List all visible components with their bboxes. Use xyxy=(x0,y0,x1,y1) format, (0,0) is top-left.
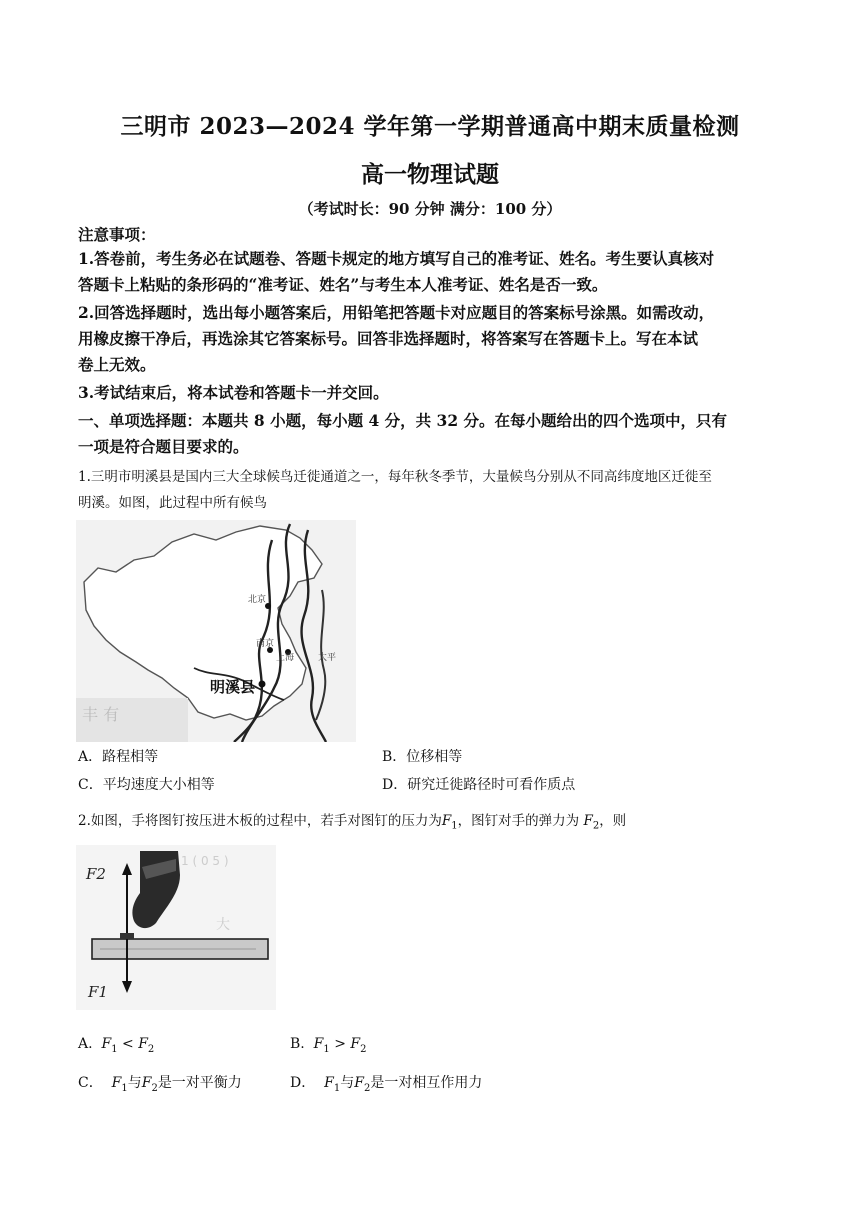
q2-option-b-f2: F xyxy=(350,1036,361,1052)
q2-option-c-text: 是一对平衡力 xyxy=(157,1075,242,1091)
q2-option-b-sub1: 1 xyxy=(323,1043,330,1055)
q2-option-a-sub1: 1 xyxy=(111,1043,118,1055)
q2-option-d[interactable] xyxy=(290,1072,482,1094)
q1-map-figure xyxy=(76,520,356,742)
pushpin-illustration xyxy=(76,845,276,1010)
svg-text:丰 有: 丰 有 xyxy=(82,705,120,724)
notice-line: 卷上无效。 xyxy=(78,355,156,374)
q2-option-c-f1: F xyxy=(111,1075,122,1091)
q2-option-a-sub2: 2 xyxy=(147,1043,155,1055)
q2-option-a-label: A. xyxy=(78,1036,93,1052)
q2-option-d-sub1: 1 xyxy=(333,1082,341,1094)
map-label-nanjing: 南京 xyxy=(256,639,275,649)
map-label-taiwan: 太平 xyxy=(318,653,337,663)
exam-subtitle: 高一物理试题 xyxy=(361,161,499,188)
q2-option-a-f2: F xyxy=(138,1036,148,1052)
q2-option-b-sub2: 2 xyxy=(360,1043,367,1055)
q2-subscript-2: 2 xyxy=(592,820,600,832)
notice-line: 答题卡上粘贴的条形码的“准考证、姓名”与考生本人准考证、姓名是否一致。 xyxy=(78,275,608,294)
q2-option-c[interactable] xyxy=(78,1072,242,1094)
map-label-county: 明溪县 xyxy=(210,678,256,696)
q2-option-d-and: 与 xyxy=(340,1075,355,1091)
q2-option-d-f1: F xyxy=(324,1075,334,1091)
svg-text:大: 大 xyxy=(216,917,230,933)
map-label-beijing: 北京 xyxy=(248,595,267,605)
svg-text:1 ( 0 5 ): 1 ( 0 5 ) xyxy=(181,854,229,868)
q2-option-c-sub2: 2 xyxy=(151,1082,158,1094)
q1-option-d[interactable]: D．研究迁徙路径时可看作质点 xyxy=(382,777,576,793)
q2-option-a-f1: F xyxy=(101,1036,112,1052)
map-label-shanghai: 上海 xyxy=(276,653,295,663)
notice-line: 2.回答选择题时，选出每小题答案后，用铅笔把答题卡对应题目的答案标号涂黑。如需改动， xyxy=(78,303,715,322)
q2-pushpin-figure xyxy=(76,845,276,1010)
q1-option-a[interactable]: A．路程相等 xyxy=(78,749,159,765)
exam-title: 三明市 2023—2024 学年第一学期普通高中期末质量检测 xyxy=(120,113,740,140)
q2-option-a[interactable] xyxy=(78,1036,154,1055)
notice-line: 3.考试结束后，将本试卷和答题卡一并交回。 xyxy=(78,383,389,402)
q2-stem-suffix: ，则 xyxy=(599,813,627,829)
q2-option-d-label: D． xyxy=(290,1075,316,1091)
q2-option-d-text: 是一对相互作用力 xyxy=(370,1075,483,1091)
notice-line: 用橡皮擦干净后，再选涂其它答案标号。回答非选择题时，将答案写在答题卡上。写在本试 xyxy=(78,329,699,348)
q2-stem xyxy=(78,808,788,840)
q2-subscript-1: 1 xyxy=(451,820,458,832)
q1-option-c[interactable]: C．平均速度大小相等 xyxy=(78,777,215,793)
fig-label-f1: F1 xyxy=(88,983,108,1001)
q2-option-d-sub2: 2 xyxy=(363,1082,371,1094)
china-map-illustration xyxy=(76,520,356,742)
q2-option-c-sub1: 1 xyxy=(121,1082,128,1094)
q2-stem-mid: ，图钉对手的弹力为 xyxy=(457,813,584,829)
q2-option-b-f1: F xyxy=(313,1036,324,1052)
q1-stem-cont: 明溪。如图，此过程中所有候鸟 xyxy=(78,495,267,511)
exam-meta: （考试时长：90 分钟 满分：100 分） xyxy=(298,200,562,218)
q2-option-b-label: B. xyxy=(290,1036,305,1052)
q2-option-c-f2: F xyxy=(141,1075,152,1091)
q2-option-c-label: C． xyxy=(78,1075,103,1091)
q2-option-a-relation: < xyxy=(122,1036,134,1052)
notice-line: 1.答卷前，考生务必在试题卷、答题卡规定的地方填写自己的准考证、姓名。考生要认真核对 xyxy=(78,249,715,268)
q1-option-b[interactable]: B．位移相等 xyxy=(382,749,463,765)
section-heading-cont: 一项是符合题目要求的。 xyxy=(78,437,249,456)
q2-stem-prefix: 2.如图，手将图钉按压进木板的过程中，若手对图钉的压力为 xyxy=(78,813,442,829)
fig-label-f2: F2 xyxy=(86,865,106,883)
notice-heading: 注意事项： xyxy=(78,225,156,244)
q2-option-b[interactable] xyxy=(290,1036,366,1055)
q2-option-b-relation: > xyxy=(334,1036,346,1052)
q2-option-c-and: 与 xyxy=(127,1075,142,1091)
q2-symbol-f2: F xyxy=(583,813,593,829)
q2-symbol-f1: F xyxy=(441,813,452,829)
q2-option-d-f2: F xyxy=(354,1075,364,1091)
section-heading: 一、单项选择题：本题共 8 小题，每小题 4 分，共 32 分。在每小题给出的四个选项中，只有 xyxy=(78,411,728,430)
q1-stem: 1.三明市明溪县是国内三大全球候鸟迁徙通道之一，每年秋冬季节，大量候鸟分别从不同高纬度地区迁徙至 xyxy=(78,469,712,485)
